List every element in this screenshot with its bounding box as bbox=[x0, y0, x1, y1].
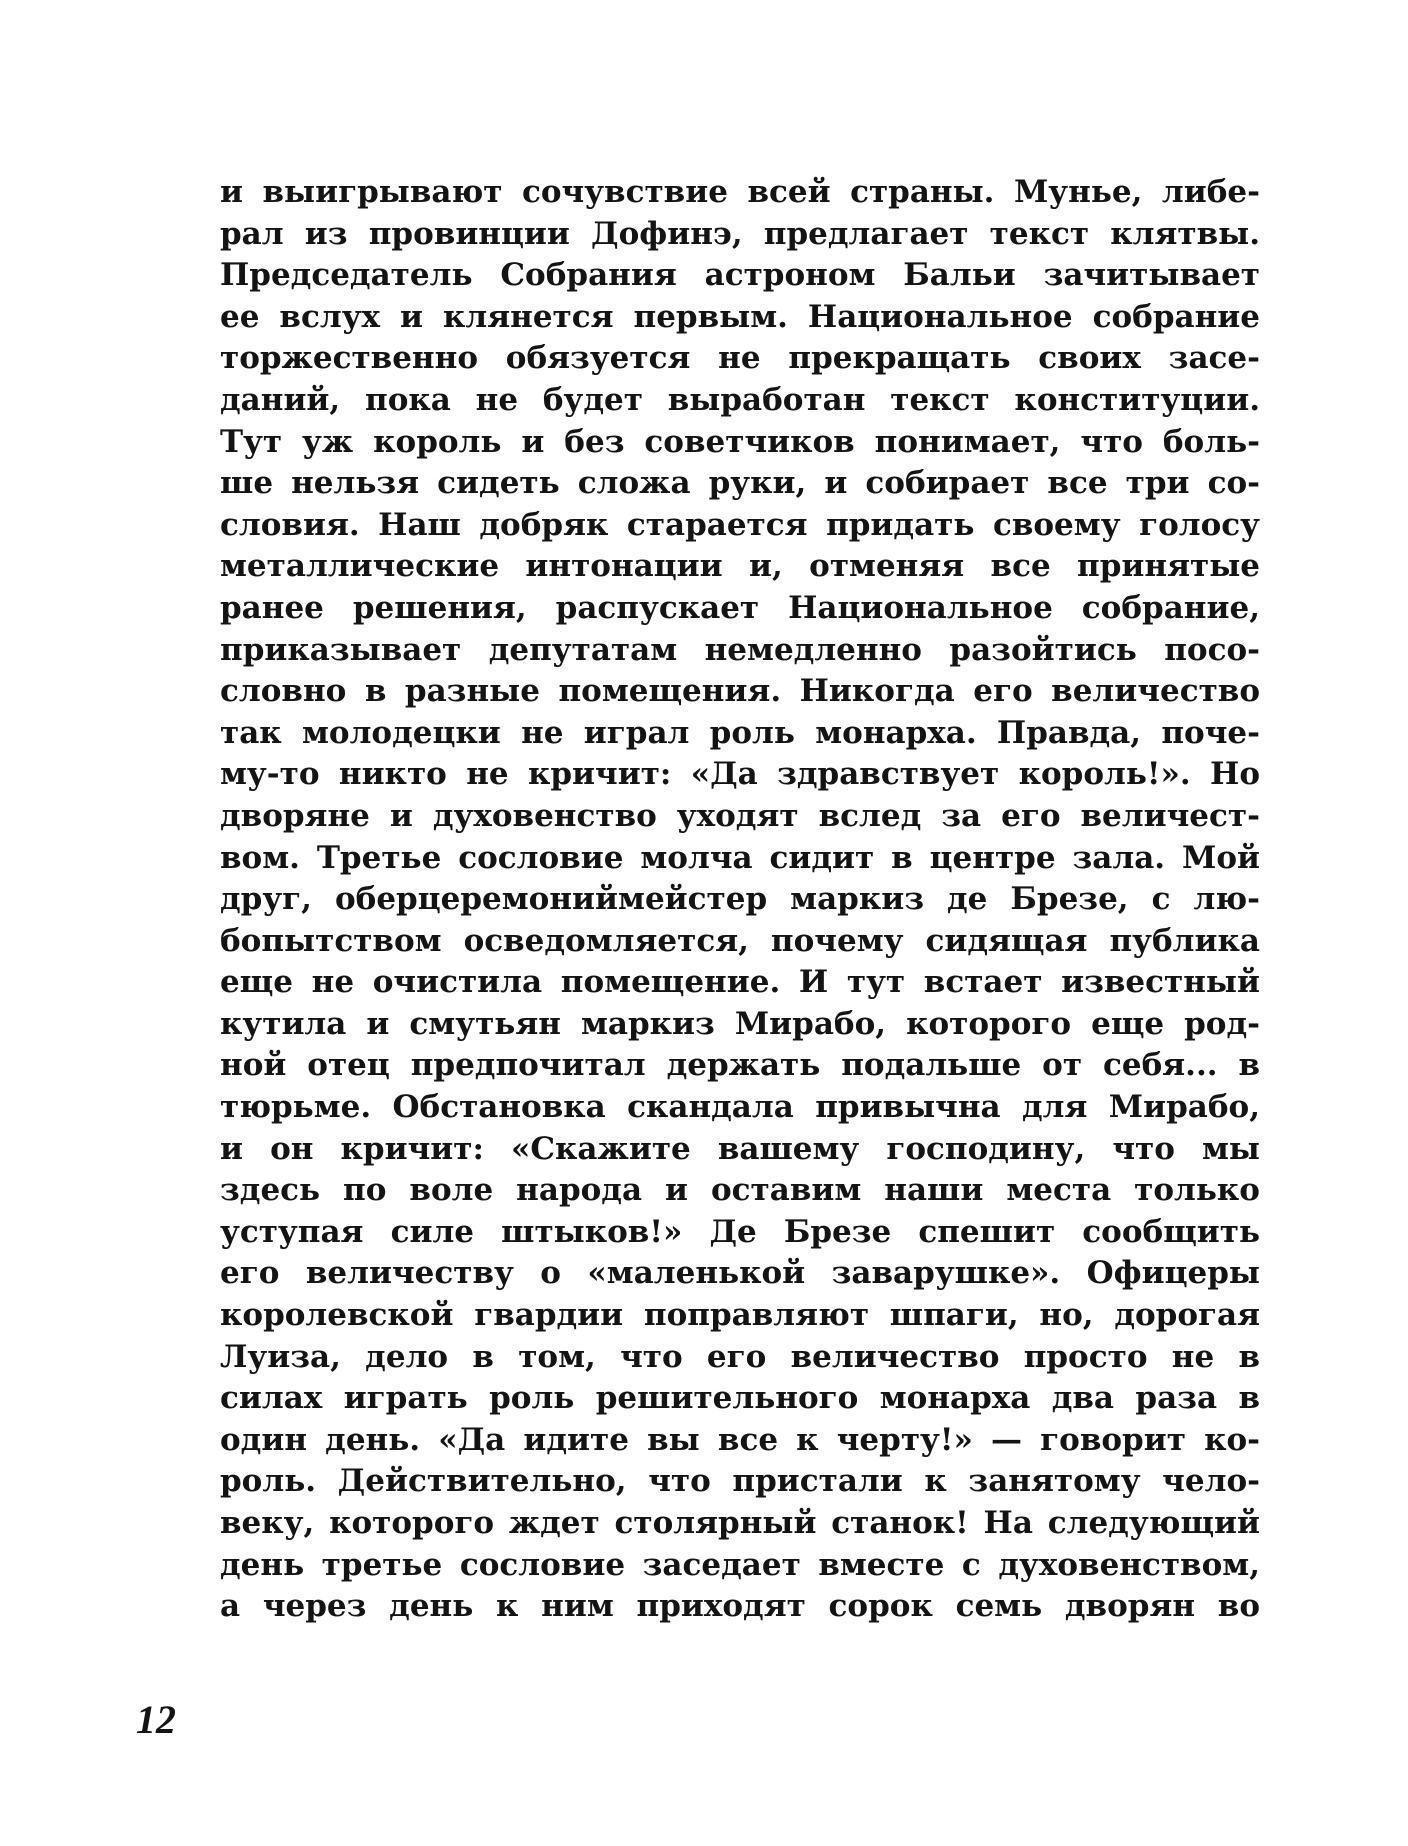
text-line: еще не очистила помещение. И тут встает известный bbox=[220, 964, 1260, 1001]
text-line: Тут уж король и без советчиков понимает, что боль- bbox=[220, 423, 1260, 460]
text-line: металлические интонации и, отменяя все принятые bbox=[220, 548, 1260, 585]
text-line: ше нельзя сидеть сложа руки, и собирает все три со- bbox=[220, 465, 1260, 502]
text-line: бопытством осведомляется, почему сидящая публика bbox=[220, 922, 1260, 959]
text-line: и он кричит: «Скажите вашему господину, что мы bbox=[220, 1130, 1260, 1167]
text-line: приказывает депутатам немедленно разойтись посо- bbox=[220, 631, 1260, 668]
text-line: торжественно обязуется не прекращать своих засе- bbox=[220, 340, 1260, 377]
text-line: кутила и смутьян маркиз Мирабо, которого еще род- bbox=[220, 1005, 1260, 1042]
text-line: силах играть роль решительного монарха два раза в bbox=[220, 1380, 1260, 1417]
page-number: 12 bbox=[136, 1697, 176, 1742]
text-line: друг, оберцеремониймейстер маркиз де Брезе, с лю- bbox=[220, 881, 1260, 918]
text-line: а через день к ним приходят сорок семь дворян во bbox=[220, 1588, 1260, 1625]
text-line: вом. Третье сословие молча сидит в центре зала. Мой bbox=[220, 839, 1260, 876]
text-line: даний, пока не будет выработан текст конституции. bbox=[220, 381, 1260, 418]
text-line: Луиза, дело в том, что его величество просто не в bbox=[220, 1338, 1260, 1375]
text-line: ее вслух и клянется первым. Национальное собрание bbox=[220, 298, 1260, 335]
text-line: рал из провинции Дофинэ, предлагает текст клятвы. bbox=[220, 215, 1260, 252]
text-line: здесь по воле народа и оставим наши места только bbox=[220, 1172, 1260, 1209]
text-line: словно в разные помещения. Никогда его величество bbox=[220, 673, 1260, 710]
text-line: му-то никто не кричит: «Да здравствует король!». Но bbox=[220, 756, 1260, 793]
text-line: и выигрывают сочувствие всей страны. Мунье, либе- bbox=[220, 174, 1260, 210]
text-line: его величеству о «маленькой заварушке». Офицеры bbox=[220, 1255, 1260, 1292]
text-line: день третье сословие заседает вместе с духовенством, bbox=[220, 1546, 1260, 1583]
text-line: один день. «Да идите вы все к черту!» — говорит ко- bbox=[220, 1421, 1260, 1458]
text-line: веку, которого ждет столярный станок! На следующий bbox=[220, 1505, 1260, 1541]
body-text bbox=[220, 172, 1260, 1628]
text-line: Председатель Собрания астроном Бальи зачитывает bbox=[220, 257, 1260, 294]
text-line: королевской гвардии поправляют шпаги, но, дорогая bbox=[220, 1297, 1260, 1334]
text-line: так молодецки не играл роль монарха. Правда, поче- bbox=[220, 714, 1260, 751]
text-line: роль. Действительно, что пристали к занятому чело- bbox=[220, 1463, 1260, 1500]
text-line: дворяне и духовенство уходят вслед за его величест- bbox=[220, 797, 1260, 834]
text-line: ранее решения, распускает Национальное собрание, bbox=[220, 589, 1260, 626]
text-line: тюрьме. Обстановка скандала привычна для Мирабо, bbox=[220, 1089, 1260, 1126]
text-line: словия. Наш добряк старается придать своему голосу bbox=[220, 506, 1260, 543]
text-line: уступая силе штыков!» Де Брезе спешит сообщить bbox=[220, 1213, 1260, 1250]
text-line: ной отец предпочитал держать подальше от себя... в bbox=[220, 1047, 1260, 1084]
